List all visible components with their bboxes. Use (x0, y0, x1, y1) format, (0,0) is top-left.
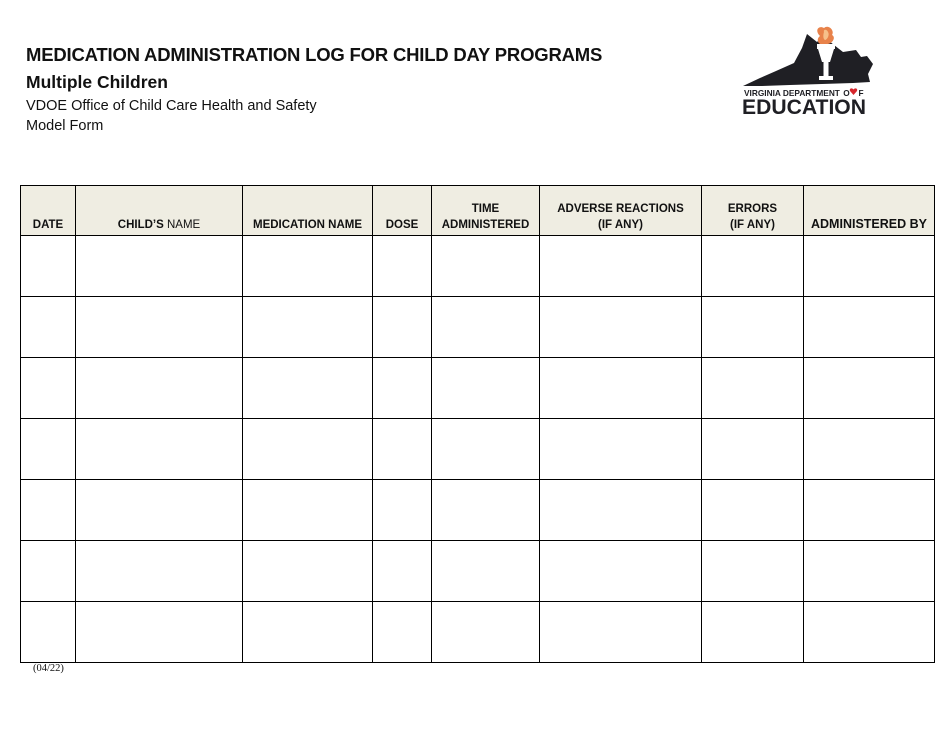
table-row (21, 236, 935, 297)
time-administered-cell[interactable] (432, 541, 540, 602)
medication-name-cell[interactable] (243, 480, 373, 541)
col-child-name-header: CHILD’S NAME (76, 186, 243, 236)
dose-cell[interactable] (373, 419, 432, 480)
time-administered-cell[interactable] (432, 419, 540, 480)
adverse-reactions-cell[interactable] (540, 541, 702, 602)
medication-name-cell[interactable] (243, 602, 373, 663)
col-medication-name-header: MEDICATION NAME (243, 186, 373, 236)
form-title: MEDICATION ADMINISTRATION LOG FOR CHILD DAY PROGRAMS (26, 44, 603, 65)
revision-date: (04/22) (33, 663, 64, 674)
log-table-body (21, 236, 935, 663)
child-name-cell[interactable] (76, 358, 243, 419)
time-administered-cell[interactable] (432, 602, 540, 663)
medication-name-cell[interactable] (243, 358, 373, 419)
dose-cell[interactable] (373, 236, 432, 297)
date-cell[interactable] (21, 358, 76, 419)
table-row (21, 358, 935, 419)
office-name: VDOE Office of Child Care Health and Safety (26, 98, 317, 114)
administered-by-cell[interactable] (804, 541, 935, 602)
adverse-reactions-cell[interactable] (540, 236, 702, 297)
medication-name-cell[interactable] (243, 297, 373, 358)
child-name-cell[interactable] (76, 602, 243, 663)
date-cell[interactable] (21, 480, 76, 541)
child-name-cell[interactable] (76, 541, 243, 602)
errors-cell[interactable] (702, 419, 804, 480)
administered-by-cell[interactable] (804, 236, 935, 297)
adverse-reactions-cell[interactable] (540, 358, 702, 419)
vdoe-logo (740, 26, 875, 118)
table-header-row (21, 186, 935, 236)
dose-cell[interactable] (373, 602, 432, 663)
errors-cell[interactable] (702, 358, 804, 419)
medication-log-table (20, 185, 935, 663)
date-cell[interactable] (21, 297, 76, 358)
errors-cell[interactable] (702, 236, 804, 297)
dose-cell[interactable] (373, 480, 432, 541)
child-name-cell[interactable] (76, 236, 243, 297)
administered-by-cell[interactable] (804, 419, 935, 480)
time-administered-cell[interactable] (432, 480, 540, 541)
administered-by-cell[interactable] (804, 358, 935, 419)
form-type: Model Form (26, 118, 104, 134)
medication-name-cell[interactable] (243, 419, 373, 480)
heart-icon (850, 88, 857, 95)
administered-by-cell[interactable] (804, 602, 935, 663)
medication-name-cell[interactable] (243, 541, 373, 602)
col-administered-by-header: ADMINISTERED BY (804, 186, 935, 236)
administered-by-cell[interactable] (804, 480, 935, 541)
col-date-header: DATE (21, 186, 76, 236)
table-row (21, 297, 935, 358)
date-cell[interactable] (21, 236, 76, 297)
form-subtitle: Multiple Children (26, 72, 168, 92)
adverse-reactions-cell[interactable] (540, 297, 702, 358)
adverse-reactions-cell[interactable] (540, 602, 702, 663)
date-cell[interactable] (21, 602, 76, 663)
dose-cell[interactable] (373, 358, 432, 419)
col-time-administered-header: TIME ADMINISTERED (432, 186, 540, 236)
errors-cell[interactable] (702, 541, 804, 602)
child-name-cell[interactable] (76, 419, 243, 480)
adverse-reactions-cell[interactable] (540, 480, 702, 541)
errors-cell[interactable] (702, 297, 804, 358)
date-cell[interactable] (21, 541, 76, 602)
errors-cell[interactable] (702, 480, 804, 541)
table-row (21, 480, 935, 541)
child-name-cell[interactable] (76, 480, 243, 541)
errors-cell[interactable] (702, 602, 804, 663)
logo-line1-suffix: F (858, 88, 864, 98)
col-errors-header: ERRORS (IF ANY) (702, 186, 804, 236)
child-name-cell[interactable] (76, 297, 243, 358)
table-row (21, 419, 935, 480)
table-row (21, 541, 935, 602)
time-administered-cell[interactable] (432, 236, 540, 297)
time-administered-cell[interactable] (432, 297, 540, 358)
table-row (21, 602, 935, 663)
virginia-state-shape (743, 34, 873, 86)
col-adverse-reactions-header: ADVERSE REACTIONS (IF ANY) (540, 186, 702, 236)
dose-cell[interactable] (373, 541, 432, 602)
dose-cell[interactable] (373, 297, 432, 358)
time-administered-cell[interactable] (432, 358, 540, 419)
medication-name-cell[interactable] (243, 236, 373, 297)
administered-by-cell[interactable] (804, 297, 935, 358)
date-cell[interactable] (21, 419, 76, 480)
logo-line1: VIRGINIA DEPARTMENT O (744, 88, 850, 98)
adverse-reactions-cell[interactable] (540, 419, 702, 480)
logo-line2: EDUCATION (742, 96, 866, 118)
col-dose-header: DOSE (373, 186, 432, 236)
